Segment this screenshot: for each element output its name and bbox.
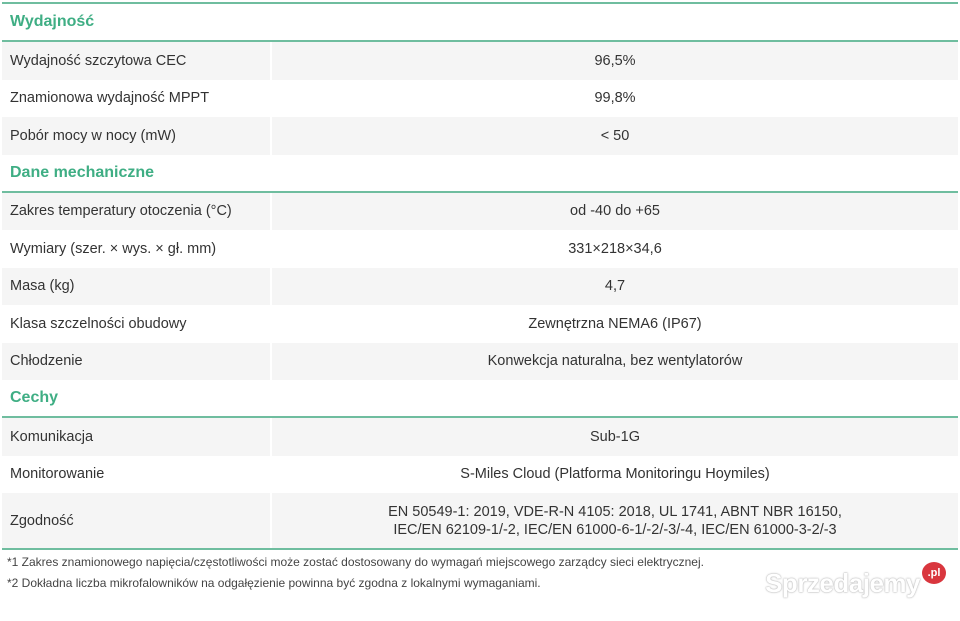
value-line: IEC/EN 62109-1/-2, IEC/EN 61000-6-1/-2/-3/-4, IEC/EN 61000-3-2/-3 (393, 521, 837, 538)
row-value: od -40 do +65 (272, 193, 958, 231)
table-row (2, 193, 958, 231)
row-label: Masa (kg) (2, 268, 270, 306)
row-value: 331×218×34,6 (568, 240, 662, 257)
spec-table (2, 2, 958, 550)
row-label: Znamionowa wydajność MPPT (10, 90, 210, 107)
row-value: S-Miles Cloud (Platforma Monitoringu Hoymiles) (460, 466, 770, 483)
row-value: 4,7 (272, 268, 958, 306)
row-label: Zakres temperatury otoczenia (°C) (2, 193, 270, 231)
table-row (2, 305, 958, 343)
watermark (765, 562, 946, 598)
footnote: *2 Dokładna liczba mikrofalowników na odgałęzienie powinna być zgodna z lokalnymi wymaganiami. (7, 576, 541, 590)
section-header: Dane mechaniczne (2, 155, 958, 193)
row-label: Zgodność (2, 493, 270, 548)
table-row (2, 268, 958, 306)
table-row (2, 80, 958, 118)
section-header: Wydajność (2, 2, 958, 42)
row-label: Pobór mocy w nocy (mW) (2, 117, 270, 155)
row-value: 99,8% (594, 90, 636, 107)
row-value: < 50 (272, 117, 958, 155)
row-value: Konwekcja naturalna, bez wentylatorów (272, 343, 958, 381)
row-value: 96,5% (272, 42, 958, 80)
row-value: Sub-1G (272, 418, 958, 456)
row-label: Klasa szczelności obudowy (10, 315, 187, 332)
row-label: Komunikacja (2, 418, 270, 456)
row-label: Wymiary (szer. × wys. × gł. mm) (10, 240, 217, 257)
section-header: Cechy (2, 380, 958, 418)
table-row (2, 117, 958, 155)
row-label: Monitorowanie (10, 466, 105, 483)
watermark-badge: .pl (922, 562, 946, 584)
watermark-logo: Sprzedajemy (765, 568, 920, 598)
table-row (2, 230, 958, 268)
table-row (2, 418, 958, 456)
table-row (2, 42, 958, 80)
table-row (2, 493, 958, 550)
table-row (2, 343, 958, 381)
row-value (272, 493, 958, 548)
table-row (2, 456, 958, 494)
row-value: Zewnętrzna NEMA6 (IP67) (528, 315, 702, 332)
value-line: EN 50549-1: 2019, VDE-R-N 4105: 2018, UL 1741, ABNT NBR 16150, (388, 503, 842, 520)
row-label: Wydajność szczytowa CEC (2, 42, 270, 80)
footnote: *1 Zakres znamionowego napięcia/częstotliwości może zostać dostosowany do wymagań miejscowego zarządcy sieci elektrycznej. (7, 555, 704, 569)
row-label: Chłodzenie (2, 343, 270, 381)
